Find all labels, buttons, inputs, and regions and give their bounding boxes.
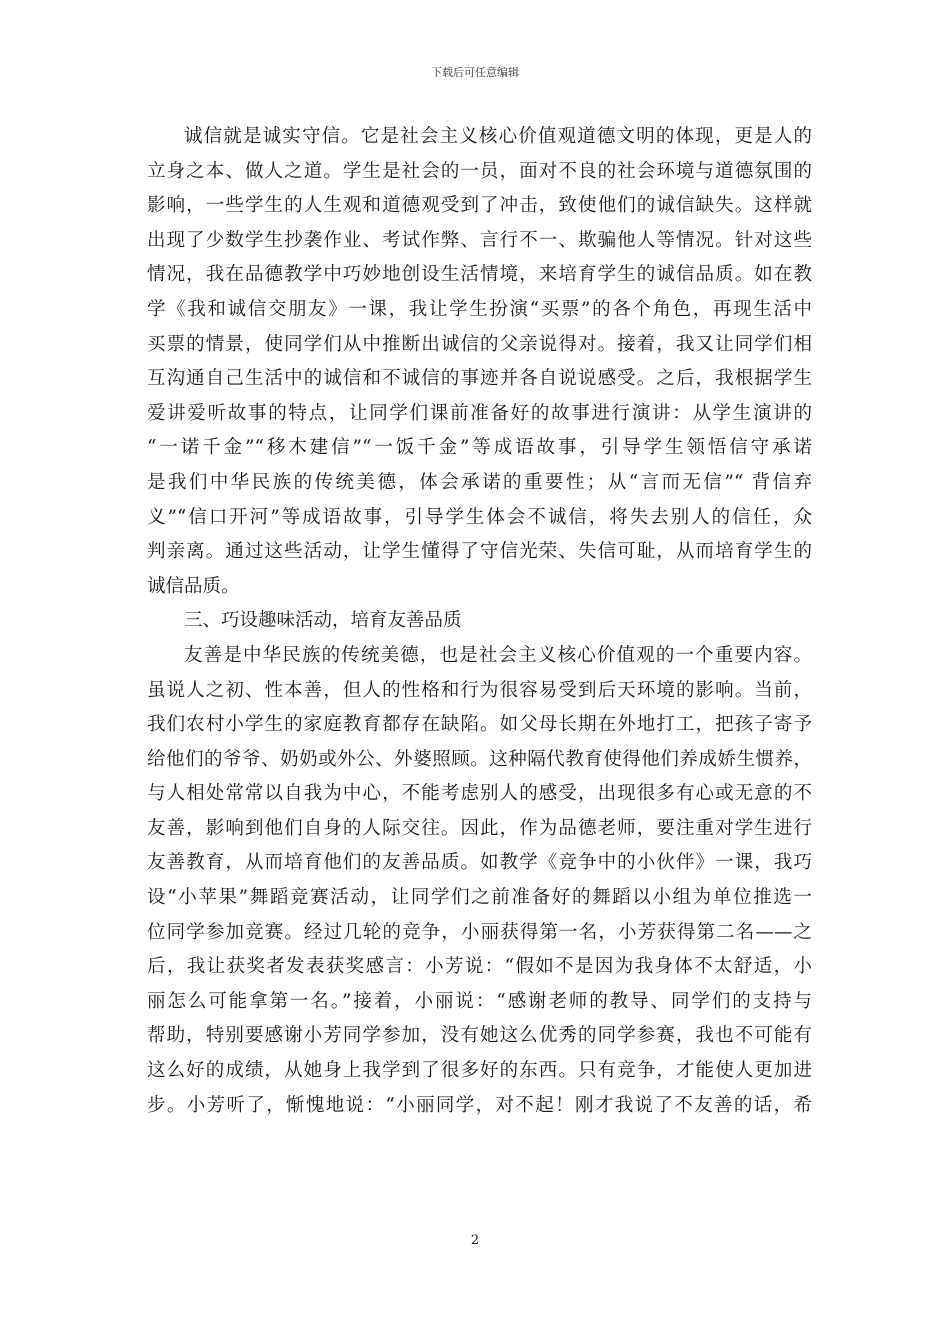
paragraph-line: 判亲离。通过这些活动，让学生懂得了守信光荣、失信可耻，从而培育学生的 — [147, 541, 812, 563]
paragraph-line: 位同学参加竞赛。经过几轮的竞争，小丽获得第一名，小芳获得第二名——之 — [147, 921, 812, 943]
paragraph-line: 友善，影响到他们自身的人际交往。因此，作为品德老师，要注重对学生进行 — [147, 817, 812, 839]
paragraph-line: “一诺千金”“移木建信”“一饭千金”等成语故事，引导学生领悟信守承诺 — [147, 437, 812, 459]
paragraph-line: 友善教育，从而培育他们的友善品质。如教学《竞争中的小伙伴》一课，我巧 — [147, 852, 812, 874]
paragraph-line: 设“小苹果”舞蹈竞赛活动，让同学们之前准备好的舞蹈以小组为单位推选一 — [147, 887, 812, 909]
paragraph-line: 虽说人之初、性本善，但人的性格和行为很容易受到后天环境的影响。当前， — [147, 679, 812, 701]
paragraph-line: 诚信就是诚实守信。它是社会主义核心价值观道德文明的体现，更是人的 — [184, 126, 812, 147]
paragraph-line: 学《我和诚信交朋友》一课，我让学生扮演“买票”的各个角色，再现生活中 — [147, 298, 812, 320]
paragraph-line: 情况，我在品德教学中巧妙地创设生活情境，来培育学生的诚信品质。如在教 — [147, 264, 812, 286]
paragraph-line: 这么好的成绩，从她身上我学到了很多好的东西。只有竞争，才能使人更加进 — [147, 1060, 812, 1082]
paragraph-line: 步。小芳听了，惭愧地说：“小丽同学，对不起！刚才我说了不友善的话，希 — [147, 1094, 812, 1116]
paragraph-line: 友善是中华民族的传统美德，也是社会主义核心价值观的一个重要内容。 — [184, 644, 812, 666]
document-body — [147, 120, 812, 1123]
paragraph-line: 影响，一些学生的人生观和道德观受到了冲击，致使他们的诚信缺失。这样就 — [147, 195, 812, 217]
paragraph-line: 与人相处常常以自我为中心，不能考虑别人的感受，出现很多有心或无意的不 — [147, 783, 812, 805]
section-heading: 三、巧设趣味活动，培育友善品质 — [184, 610, 462, 632]
paragraph-line: 帮助，特别要感谢小芳同学参加，没有她这么优秀的同学参赛，我也不可能有 — [147, 1025, 812, 1047]
paragraph-line: 我们农村小学生的家庭教育都存在缺陷。如父母长期在外地打工，把孩子寄予 — [147, 714, 812, 736]
paragraph-friendliness — [147, 639, 812, 1123]
paragraph-line: 给他们的爷爷、奶奶或外公、外婆照顾。这种隔代教育使得他们养成娇生惯养， — [147, 748, 812, 770]
paragraph-line: 后，我让获奖者发表获奖感言：小芳说：“假如不是因为我身体不太舒适，小 — [147, 956, 812, 978]
paragraph-line: 丽怎么可能拿第一名。”接着，小丽说：“感谢老师的教导、同学们的支持与 — [147, 990, 812, 1012]
paragraph-line: 义”“信口开河”等成语故事，引导学生体会不诚信，将失去别人的信任，众 — [147, 506, 812, 528]
paragraph-line: 是我们中华民族的传统美德，体会承诺的重要性；从“言而无信”“ 背信弃 — [147, 471, 812, 493]
page-number: 2 — [470, 1233, 480, 1248]
paragraph-line: 诚信品质。 — [147, 575, 240, 597]
paragraph-line: 出现了少数学生抄袭作业、考试作弊、言行不一、欺骗他人等情况。针对这些 — [147, 229, 812, 251]
paragraph-honesty — [147, 120, 812, 604]
paragraph-line: 爱讲爱听故事的特点，让同学们课前准备好的故事进行演讲：从学生演讲的 — [147, 402, 812, 424]
page-header: 下载后可任意编辑 — [431, 66, 519, 79]
paragraph-line: 立身之本、做人之道。学生是社会的一员，面对不良的社会环境与道德氛围的 — [147, 160, 812, 182]
paragraph-line: 买票的情景，使同学们从中推断出诚信的父亲说得对。接着，我又让同学们相 — [147, 333, 812, 355]
paragraph-line: 互沟通自己生活中的诚信和不诚信的事迹并各自说说感受。之后，我根据学生 — [147, 368, 812, 390]
